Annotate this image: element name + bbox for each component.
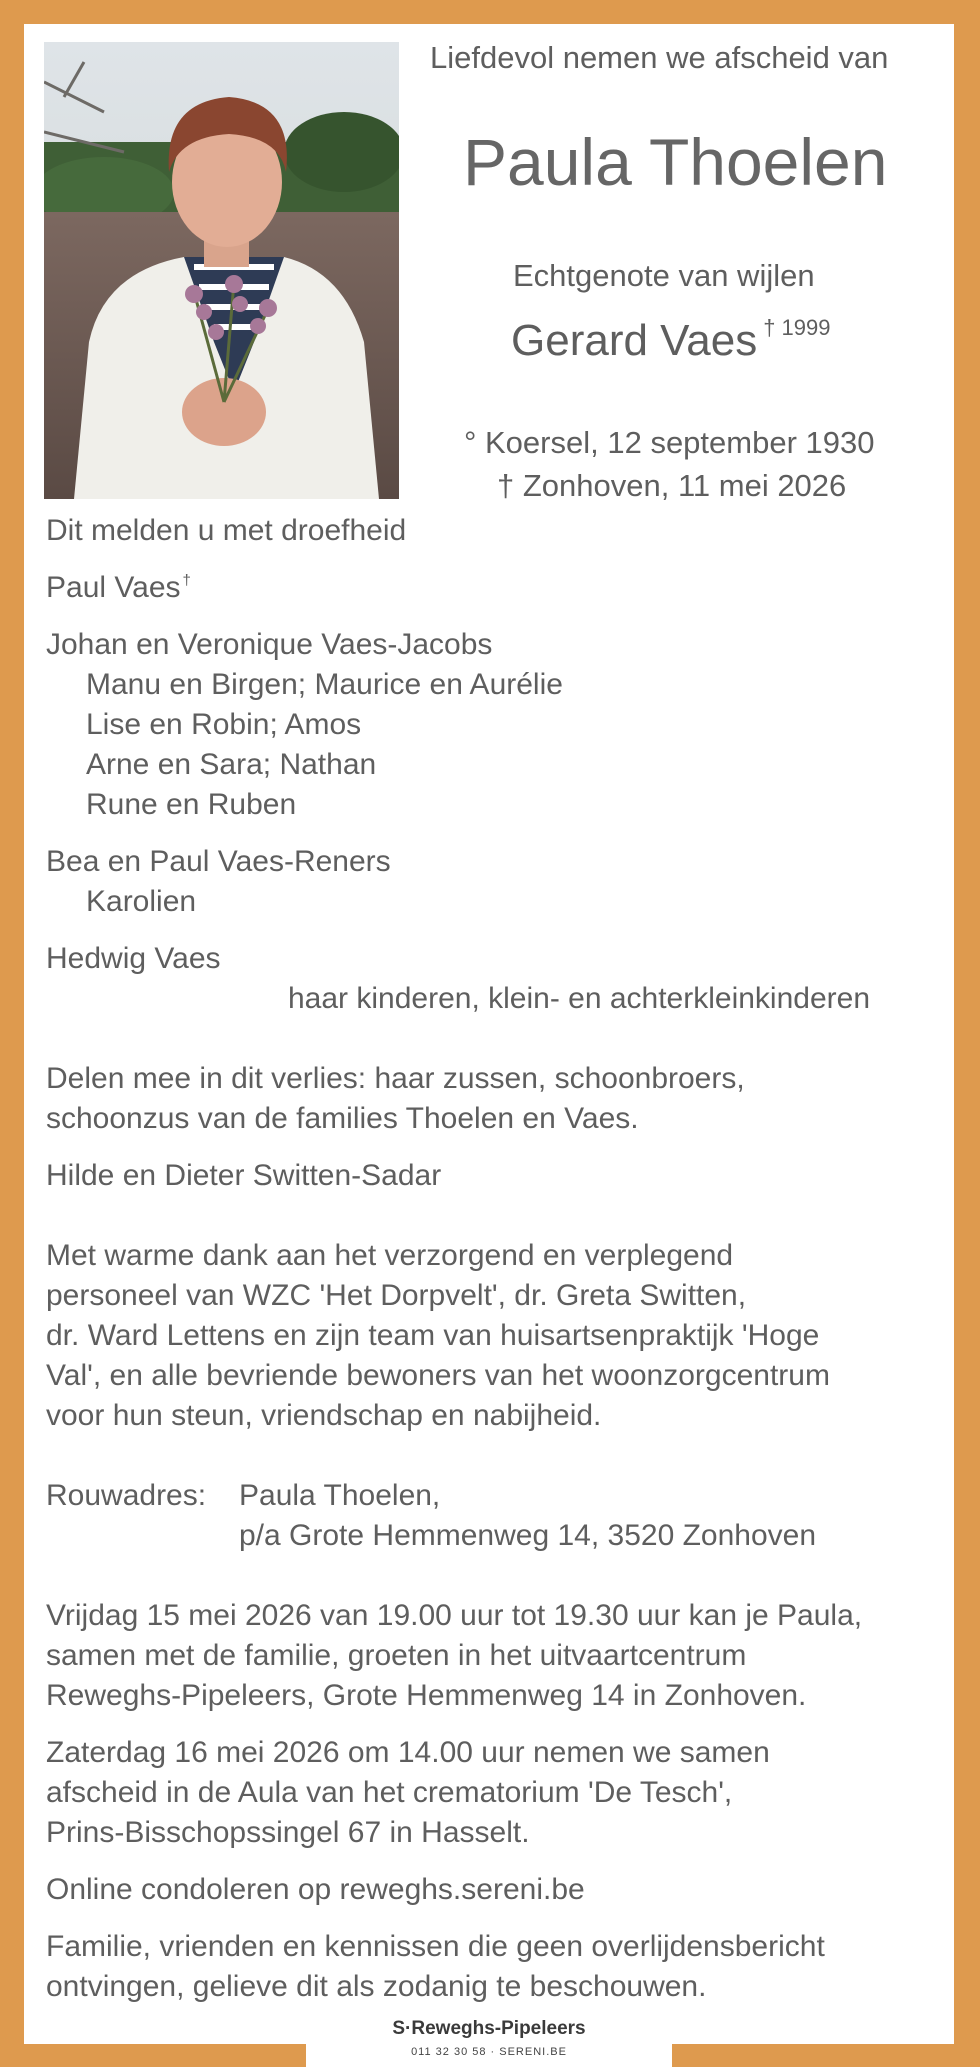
funeral-home-logo xyxy=(306,2018,672,2058)
visit-line: Reweghs-Pipeleers, Grote Hemmenweg 14 in Zonhoven. xyxy=(46,1679,807,1712)
intro-line: Liefdevol nemen we afscheid van xyxy=(430,40,889,75)
grandchild-line: Manu en Birgen; Maurice en Aurélie xyxy=(86,668,563,701)
spouse-name-line xyxy=(511,316,831,366)
address-line1: Paula Thoelen, xyxy=(239,1479,441,1512)
grandchild-line: Karolien xyxy=(86,885,197,918)
share-extra: Hilde en Dieter Switten-Sadar xyxy=(46,1159,442,1192)
thanks-line: voor hun steun, vriendschap en nabijheid. xyxy=(46,1399,602,1432)
spouse-name: Gerard Vaes xyxy=(511,316,758,365)
farewell-line: Prins-Bisschopssingel 67 in Hasselt. xyxy=(46,1816,530,1849)
cross-mark: † xyxy=(182,572,191,589)
announce-line: Dit melden u met droefheid xyxy=(46,514,407,547)
share-line: Delen mee in dit verlies: haar zussen, schoonbroers, xyxy=(46,1062,745,1095)
deceased-name: Paula Thoelen xyxy=(463,125,888,199)
online-condolence: Online condoleren op reweghs.sereni.be xyxy=(46,1873,585,1906)
farewell-line: afscheid in de Aula van het crematorium 'De Tesch', xyxy=(46,1776,733,1809)
grandchild-line: Rune en Ruben xyxy=(86,788,297,821)
family-child4: Hedwig Vaes xyxy=(46,942,221,975)
spouse-label: Echtgenote van wijlen xyxy=(513,258,815,293)
portrait-photo xyxy=(44,42,399,499)
family-son1-name: Paul Vaes xyxy=(46,571,181,604)
grandchild-line: Arne en Sara; Nathan xyxy=(86,748,377,781)
grandchild-line: Lise en Robin; Amos xyxy=(86,708,362,741)
family-child2: Johan en Veronique Vaes-Jacobs xyxy=(46,628,493,661)
family-child3: Bea en Paul Vaes-Reners xyxy=(46,845,391,878)
visit-line: Vrijdag 15 mei 2026 van 19.00 uur tot 19.30 uur kan je Paula, xyxy=(46,1599,863,1632)
thanks-line: Met warme dank aan het verzorgend en verplegend xyxy=(46,1239,734,1272)
death-line: † Zonhoven, 11 mei 2026 xyxy=(497,468,847,503)
logo-brand: S·Reweghs-Pipeleers xyxy=(392,2018,586,2039)
visit-line: samen met de familie, groeten in het uitvaartcentrum xyxy=(46,1639,747,1672)
address-line2: p/a Grote Hemmenweg 14, 3520 Zonhoven xyxy=(239,1519,817,1552)
share-line: schoonzus van de families Thoelen en Vaes. xyxy=(46,1102,639,1135)
notice-line: ontvingen, gelieve dit als zodanig te beschouwen. xyxy=(46,1970,707,2003)
spouse-death-mark: † 1999 xyxy=(763,315,831,340)
thanks-line: Val', en alle bevriende bewoners van het woonzorgcentrum xyxy=(46,1359,830,1392)
notice-line: Familie, vrienden en kennissen die geen overlijdensbericht xyxy=(46,1930,825,1963)
logo-contact: 011 32 30 58 · SERENI.BE xyxy=(411,2046,567,2058)
address-label: Rouwadres: xyxy=(46,1479,207,1512)
family-signature: haar kinderen, klein- en achterkleinkinderen xyxy=(288,982,871,1015)
thanks-line: personeel van WZC 'Het Dorpvelt', dr. Greta Switten, xyxy=(46,1279,747,1312)
family-son1 xyxy=(46,568,191,613)
farewell-line: Zaterdag 16 mei 2026 om 14.00 uur nemen we samen xyxy=(46,1736,770,1769)
birth-line: ° Koersel, 12 september 1930 xyxy=(464,425,875,460)
thanks-line: dr. Ward Lettens en zijn team van huisartsenpraktijk 'Hoge xyxy=(46,1319,820,1352)
